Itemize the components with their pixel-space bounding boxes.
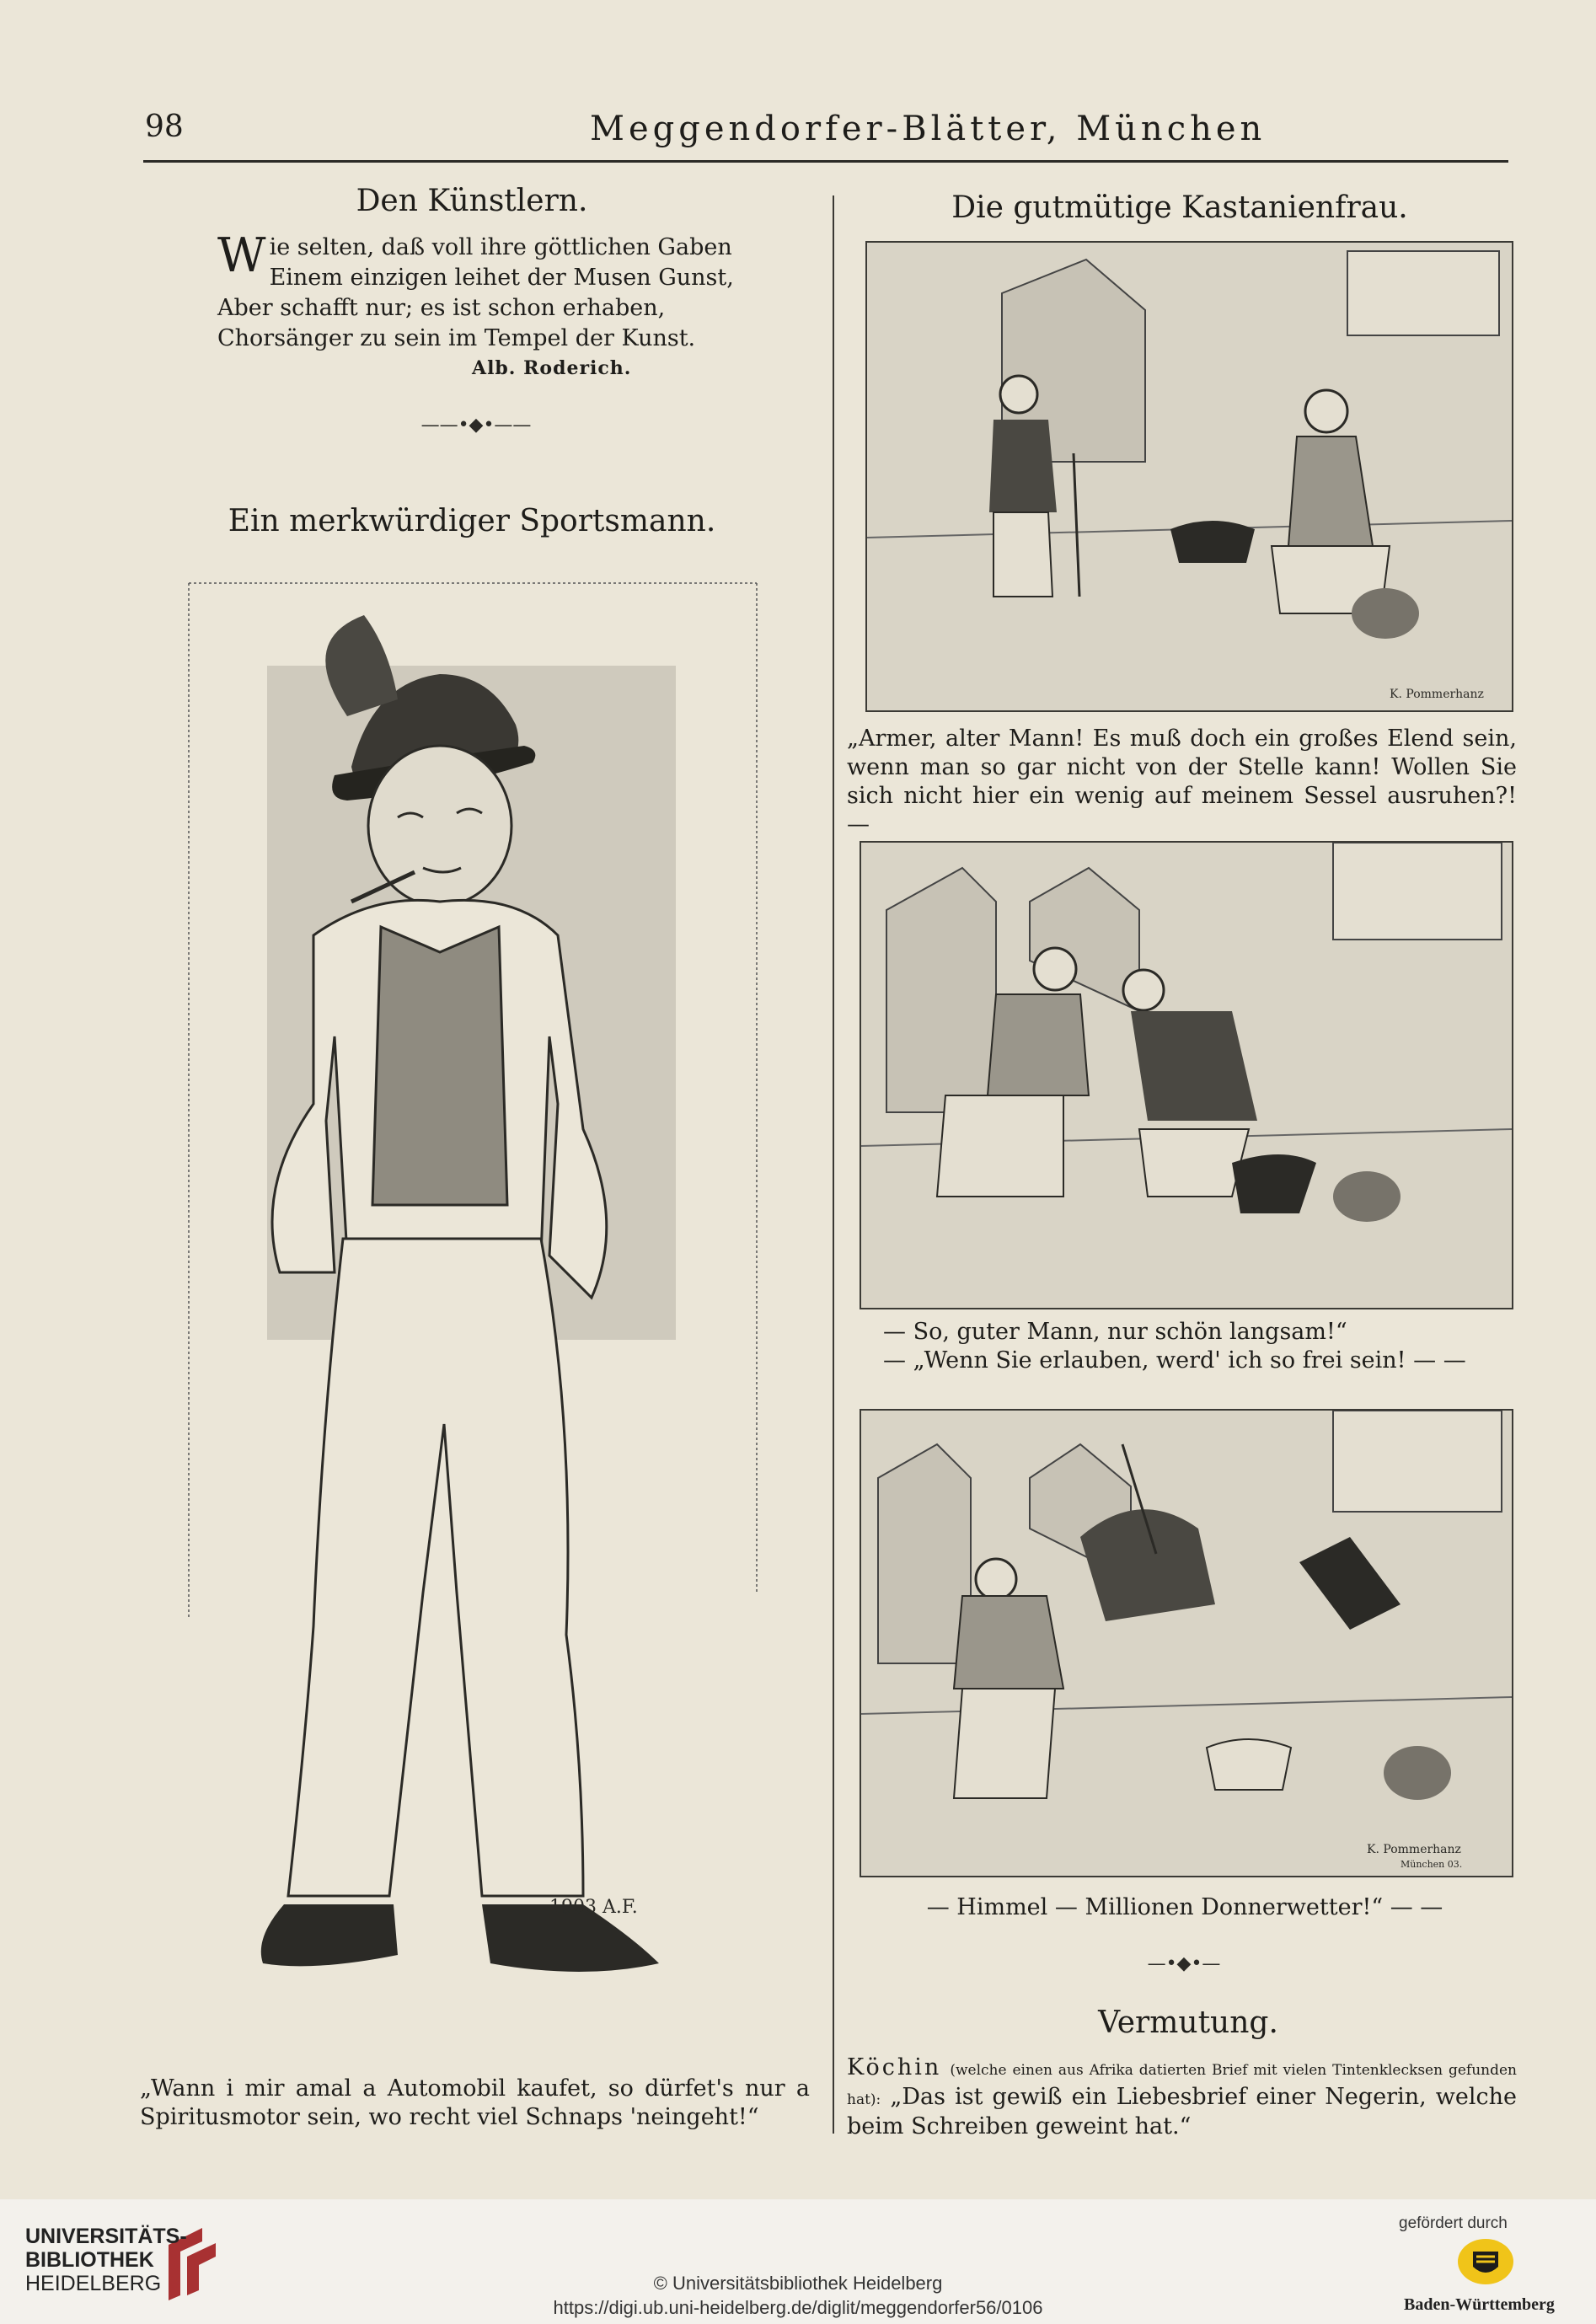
ornament-right: —•◆•— — [1147, 1953, 1221, 1974]
running-title: Meggendorfer-Blätter, München — [590, 110, 1267, 148]
funded-by-text: gefördert durch — [1399, 2214, 1508, 2232]
panel-2-caption-1: — So, guter Mann, nur schön langsam!“ — [883, 1319, 1347, 1345]
state-name: Baden-Württemberg — [1404, 2295, 1555, 2314]
comic-panel-2 — [860, 841, 1513, 1309]
source-url[interactable]: https://digi.ub.uni-heidelberg.de/diglit/meggendorfer56/0106 — [553, 2297, 1043, 2318]
kastanienfrau-title: Die gutmütige Kastanienfrau. — [951, 190, 1408, 225]
sportsman-drawing — [187, 581, 760, 2064]
panel-2-caption-2: — „Wenn Sie erlauben, werd' ich so frei sein! — — — [883, 1347, 1466, 1374]
panel-1-drawing — [867, 243, 1512, 710]
ornament-left: ——•◆•—— — [420, 415, 532, 436]
sport-title: Ein merkwürdiger Sportsmann. — [228, 504, 716, 538]
library-line-3: HEIDELBERG — [25, 2272, 162, 2295]
poem-dropcap: W — [217, 228, 266, 283]
panel-3-artist: K. Pommerhanz — [1367, 1843, 1461, 1856]
page-number: 98 — [145, 110, 184, 144]
panel-3-caption: — Himmel — Millionen Donnerwetter!“ — — — [926, 1894, 1443, 1920]
poem — [217, 228, 734, 354]
sportsman-illustration — [187, 581, 760, 2064]
sport-caption: „Wann i mir amal a Automobil kaufet, so dürfet's nur a Spiritusmotor sein, wo recht viel Schnaps 'neingeht!“ — [140, 2075, 810, 2130]
poem-line-4: Chorsänger zu sein im Tempel der Kunst. — [217, 325, 696, 351]
panel-3-drawing — [861, 1411, 1512, 1876]
vermutung-stage-direction: (welche einen aus Afrika datierten Brief mit vielen Tintenklecksen gefunden hat): — [847, 2062, 1517, 2108]
panel-3-place: München 03. — [1401, 1859, 1463, 1870]
vermutung-quote: „Das ist gewiß ein Liebesbrief einer Negerin, welche beim Schreiben geweint hat.“ — [847, 2084, 1517, 2139]
poem-line-1: ie selten, daß voll ihre göttlichen Gaben — [269, 234, 732, 260]
vermutung-title: Vermutung. — [1098, 2005, 1278, 2040]
library-line-2: BIBLIOTHEK — [25, 2248, 154, 2272]
header-rule — [143, 160, 1508, 163]
library-line-1: UNIVERSITÄTS- — [25, 2225, 187, 2248]
poem-title: Den Künstlern. — [356, 184, 588, 218]
comic-panel-1 — [865, 241, 1513, 712]
state-emblem-icon — [1456, 2236, 1515, 2287]
poem-line-3: Aber schafft nur; es ist schon erhaben, — [217, 295, 666, 321]
panel-2-drawing — [861, 843, 1512, 1308]
poem-author: Alb. Roderich. — [472, 357, 632, 379]
vermutung-text — [847, 2054, 1517, 2140]
comic-panel-3 — [860, 1409, 1513, 1877]
copyright-text: © Universitätsbibliothek Heidelberg — [653, 2273, 943, 2294]
sport-signature: 1903 A.F. — [549, 1897, 638, 1918]
column-rule — [833, 195, 834, 2134]
poem-line-2: Einem einzigen leihet der Musen Gunst, — [269, 265, 734, 291]
panel-1-artist: K. Pommerhanz — [1390, 688, 1484, 701]
panel-1-caption: „Armer, alter Mann! Es muß doch ein großes Elend sein, wenn man so gar nicht von der Stelle kann! Wollen Sie sich nicht hier ein wenig auf meinem Sessel ausruhen?! — — [847, 726, 1517, 838]
vermutung-speaker: Köchin — [847, 2054, 942, 2080]
